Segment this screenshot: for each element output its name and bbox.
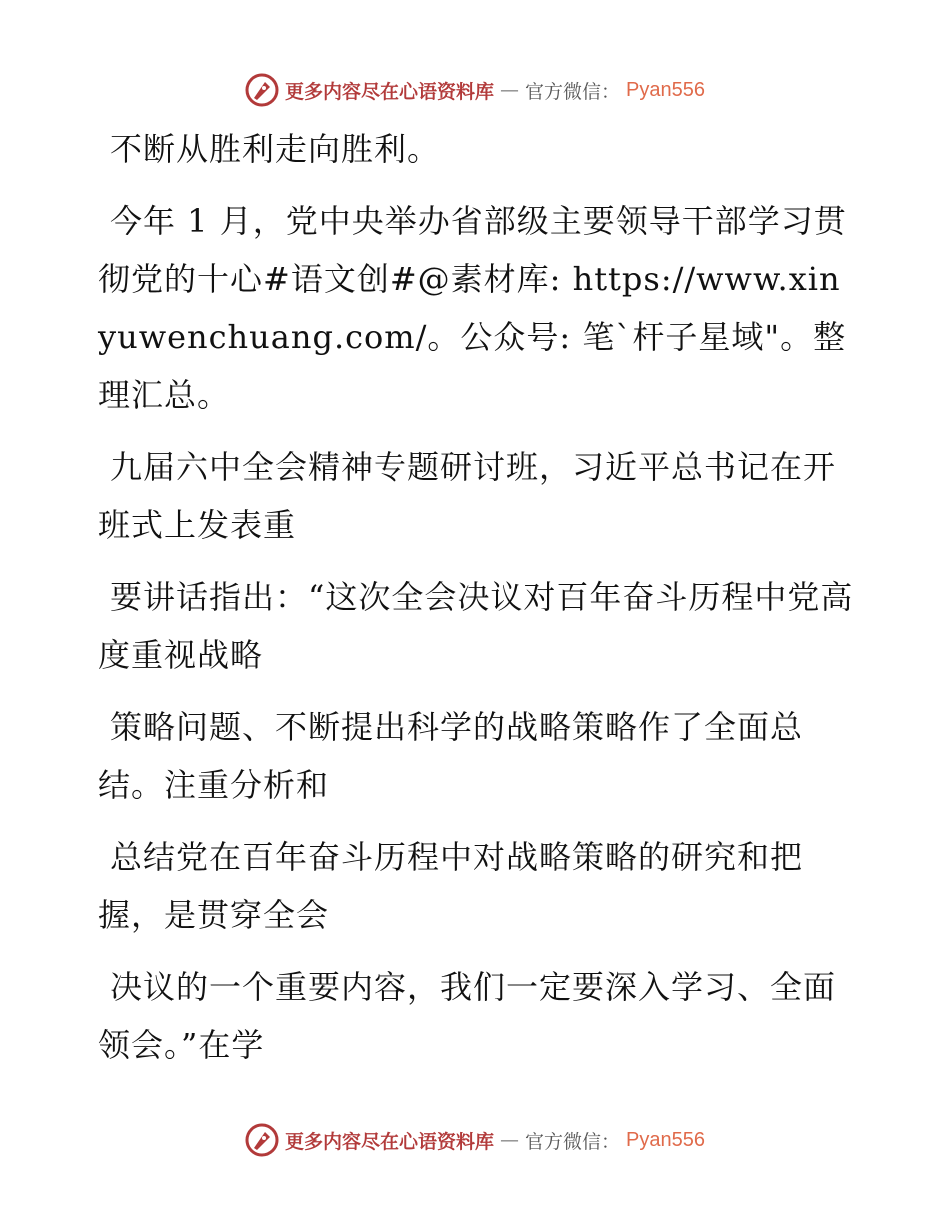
- watermark-dash: —: [500, 79, 520, 101]
- pen-nib-logo-icon: [245, 73, 279, 107]
- footer-watermark: [0, 1120, 950, 1160]
- paragraph: 决议的一个重要内容，我们一定要深入学习、全面领会。”在学: [98, 968, 837, 1064]
- paragraph: 策略问题、不断提出科学的战略策略作了全面总结。注重分析和: [98, 708, 804, 804]
- header-watermark: [0, 70, 950, 110]
- watermark-wechat-id: Pyan556: [626, 78, 705, 101]
- watermark-wechat-label: 官方微信：: [525, 1130, 621, 1153]
- watermark-dash: —: [500, 1129, 520, 1151]
- watermark-site-name: 更多内容尽在心语资料库: [285, 80, 495, 103]
- watermark-wechat-id: Pyan556: [626, 1128, 705, 1151]
- watermark-wechat-label: 官方微信：: [525, 80, 621, 103]
- paragraph: 要讲话指出：“这次全会决议对百年奋斗历程中党高度重视战略: [98, 578, 854, 674]
- watermark-site-name: 更多内容尽在心语资料库: [285, 1130, 495, 1153]
- paragraph: 不断从胜利走向胜利。: [110, 130, 441, 168]
- paragraph: 九届六中全会精神专题研讨班，习近平总书记在开班式上发表重: [98, 448, 837, 544]
- paragraph: 总结党在百年奋斗历程中对战略策略的研究和把握，是贯穿全会: [98, 838, 804, 934]
- document-body: [98, 120, 858, 1088]
- paragraph: 今年 1 月，党中央举办省部级主要领导干部学习贯彻党的十心#语文创#@素材库: https://www.xinyuwenchuang.com/。公众号: 笔`杆子星域"。整理汇总。: [98, 202, 847, 414]
- pen-nib-logo-icon: [245, 1123, 279, 1157]
